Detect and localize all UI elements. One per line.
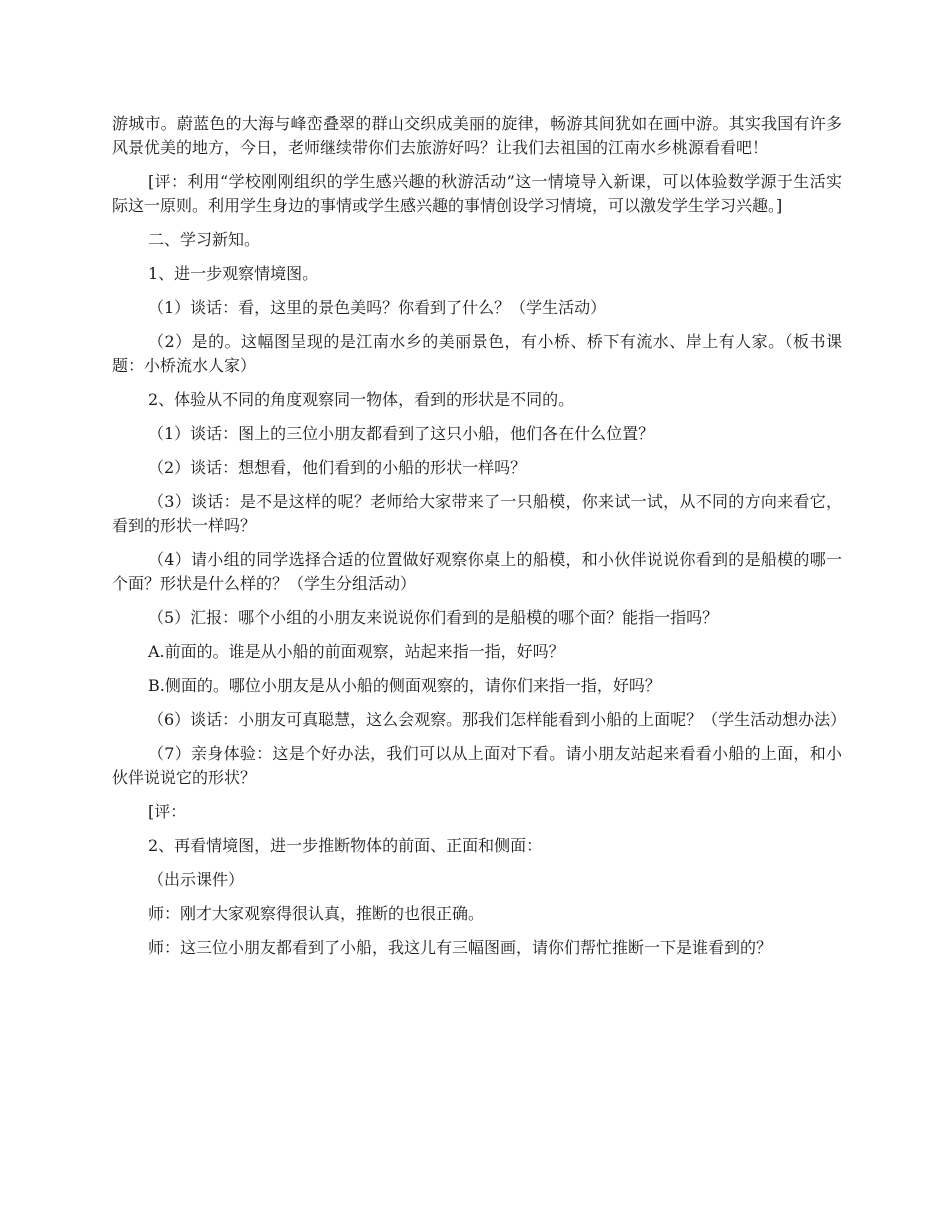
paragraph-item: （2）谈话：想想看，他们看到的小船的形状一样吗？ <box>148 458 527 477</box>
step-heading-2: 2、体验从不同的角度观察同一物体，看到的形状是不同的。 <box>148 390 575 409</box>
paragraph-item: （出示课件） <box>148 870 245 889</box>
paragraph-comment-2: [评： <box>148 802 187 821</box>
paragraph-item: （1）谈话：看，这里的景色美吗？你看到了什么？（学生活动） <box>148 298 607 317</box>
paragraph-item: （7）亲身体验：这是个好办法，我们可以从上面对下看。请小朋友站起来看看小船的上面，和小伙伴说说它的形状？ <box>112 744 842 787</box>
paragraph-intro-continued: 游城市。蔚蓝色的大海与峰峦叠翠的群山交织成美丽的旋律，畅游其间犹如在画中游。其实我国有许多风景优美的地方，今日，老师继续带你们去旅游好吗？让我们去祖国的江南水乡桃源看看吧！ <box>112 114 842 157</box>
paragraph-item: A.前面的。谁是从小船的前面观察，站起来指一指，好吗？ <box>148 642 565 661</box>
paragraph-item: （2）是的。这幅图呈现的是江南水乡的美丽景色，有小桥、桥下有流水、岸上有人家。（板书课题：小桥流水人家） <box>112 332 842 375</box>
paragraph-comment-1: [评：利用“学校刚刚组织的学生感兴趣的秋游活动”这一情境导入新课，可以体验数学源于生活实际这一原则。利用学生身边的事情或学生感兴趣的事情创设学习情境，可以激发学生学习兴趣。] <box>112 172 842 215</box>
paragraph-item: B.侧面的。哪位小朋友是从小船的侧面观察的，请你们来指一指，好吗？ <box>148 676 661 695</box>
document-page <box>112 112 847 970</box>
paragraph-item: （6）谈话：小朋友可真聪慧，这么会观察。那我们怎样能看到小船的上面呢？（学生活动想办法） <box>148 710 847 729</box>
paragraph-item: 师：刚才大家观察得很认真，推断的也很正确。 <box>148 904 485 923</box>
step-heading-2b: 2、再看情境图，进一步推断物体的前面、正面和侧面： <box>148 836 543 855</box>
paragraph-item: （4）请小组的同学选择合适的位置做好观察你桌上的船模，和小伙伴说说你看到的是船模的哪一个面？形状是什么样的？（学生分组活动） <box>112 550 842 593</box>
step-heading-1: 1、进一步观察情境图。 <box>148 264 319 283</box>
paragraph-item: 师：这三位小朋友都看到了小船，我这儿有三幅图画，请你们帮忙推断一下是谁看到的？ <box>148 938 773 957</box>
paragraph-item: （3）谈话：是不是这样的呢？老师给大家带来了一只船模，你来试一试，从不同的方向来看它，看到的形状一样吗？ <box>112 492 842 535</box>
paragraph-item: （5）汇报：哪个小组的小朋友来说说你们看到的是船模的哪个面？能指一指吗？ <box>148 608 719 627</box>
section-heading-learn-new: 二、学习新知。 <box>148 230 261 249</box>
paragraph-item: （1）谈话：图上的三位小朋友都看到了这只小船，他们各在什么位置？ <box>148 424 655 443</box>
